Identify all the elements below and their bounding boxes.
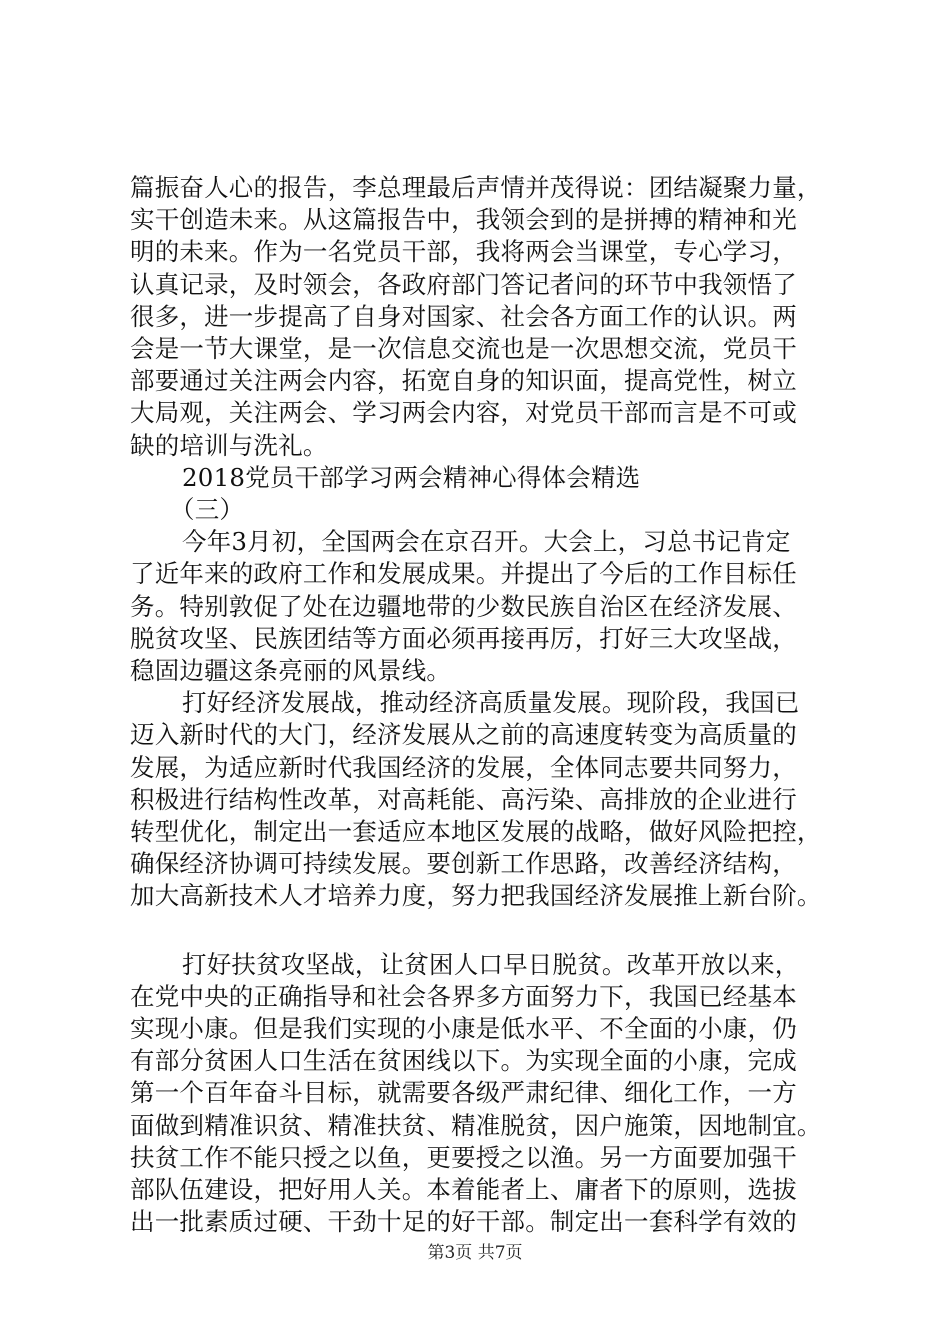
paragraph-1 bbox=[130, 172, 855, 462]
text-line: 务。特别敦促了处在边疆地带的少数民族自治区在经济发展、 bbox=[130, 591, 797, 621]
text-line: 出一批素质过硬、干劲十足的好干部。制定出一套科学有效的 bbox=[130, 1207, 797, 1237]
text-line: 实干创造未来。从这篇报告中，我领会到的是拼搏的精神和光 bbox=[130, 205, 797, 235]
text-line: 确保经济协调可持续发展。要创新工作思路，改善经济结构， bbox=[130, 849, 797, 879]
text-line: 会是一节大课堂，是一次信息交流也是一次思想交流，党员干 bbox=[130, 334, 797, 364]
text-line: 积极进行结构性改革，对高耗能、高污染、高排放的企业进行 bbox=[130, 784, 797, 814]
text-line: 迈入新时代的大门，经济发展从之前的高速度转变为高质量的 bbox=[130, 720, 797, 750]
text-line: 加大高新技术人才培养力度，努力把我国经济发展推上新台阶。 bbox=[130, 881, 822, 911]
text-line: 明的未来。作为一名党员干部，我将两会当课堂，专心学习， bbox=[130, 237, 797, 267]
text-line: 稳固边疆这条亮丽的风景线。 bbox=[130, 656, 452, 686]
text-line: 今年3月初，全国两会在京召开。大会上，习总书记肯定 bbox=[182, 527, 791, 557]
paragraph-2 bbox=[130, 526, 855, 687]
text-line: 很多，进一步提高了自身对国家、社会各方面工作的认识。两 bbox=[130, 301, 797, 331]
text-line: 转型优化，制定出一套适应本地区发展的战略，做好风险把控， bbox=[130, 817, 822, 847]
text-line: 部队伍建设，把好用人关。本着能者上、庸者下的原则，选拔 bbox=[130, 1175, 797, 1205]
text-line: 篇振奋人心的报告，李总理最后声情并茂得说：团结凝聚力量， bbox=[130, 173, 822, 202]
text-line: 了近年来的政府工作和发展成果。并提出了今后的工作目标任 bbox=[130, 559, 797, 589]
page-number-footer: 第3页 共7页 bbox=[427, 1243, 523, 1263]
paragraph-4 bbox=[130, 949, 855, 1239]
text-line: 部要通过关注两会内容，拓宽自身的知识面，提高党性，树立 bbox=[130, 366, 797, 396]
paragraph-3 bbox=[130, 687, 855, 912]
text-line: 有部分贫困人口生活在贫困线以下。为实现全面的小康，完成 bbox=[130, 1046, 797, 1076]
text-line: 发展，为适应新时代我国经济的发展，全体同志要共同努力， bbox=[130, 752, 797, 782]
text-line: 面做到精准识贫、精准扶贫、精准脱贫，因户施策，因地制宜。 bbox=[130, 1110, 822, 1140]
text-line: 脱贫攻坚、民族团结等方面必须再接再厉，打好三大攻坚战， bbox=[130, 623, 797, 653]
text-line: 打好扶贫攻坚战，让贫困人口早日脱贫。改革开放以来， bbox=[182, 949, 800, 979]
text-line: 在党中央的正确指导和社会各界多方面努力下，我国已经基本 bbox=[130, 981, 797, 1011]
text-line: 大局观，关注两会、学习两会内容，对党员干部而言是不可或 bbox=[130, 398, 797, 428]
section-heading bbox=[130, 462, 855, 526]
text-line: 打好经济发展战，推动经济高质量发展。现阶段，我国已 bbox=[182, 688, 800, 718]
paragraph-spacer bbox=[130, 913, 855, 949]
text-line: 第一个百年奋斗目标，就需要各级严肃纪律、细化工作，一方 bbox=[130, 1078, 797, 1108]
text-line: 扶贫工作不能只授之以鱼，更要授之以渔。另一方面要加强干 bbox=[130, 1142, 797, 1172]
heading-title: 2018党员干部学习两会精神心得体会精选 bbox=[182, 462, 641, 492]
text-line: 实现小康。但是我们实现的小康是低水平、不全面的小康，仍 bbox=[130, 1014, 797, 1044]
heading-subtitle: （三） bbox=[170, 495, 245, 525]
body-text bbox=[130, 172, 855, 1239]
text-line: 认真记录，及时领会，各政府部门答记者问的环节中我领悟了 bbox=[130, 269, 797, 299]
text-line: 缺的培训与洗礼。 bbox=[130, 430, 328, 460]
